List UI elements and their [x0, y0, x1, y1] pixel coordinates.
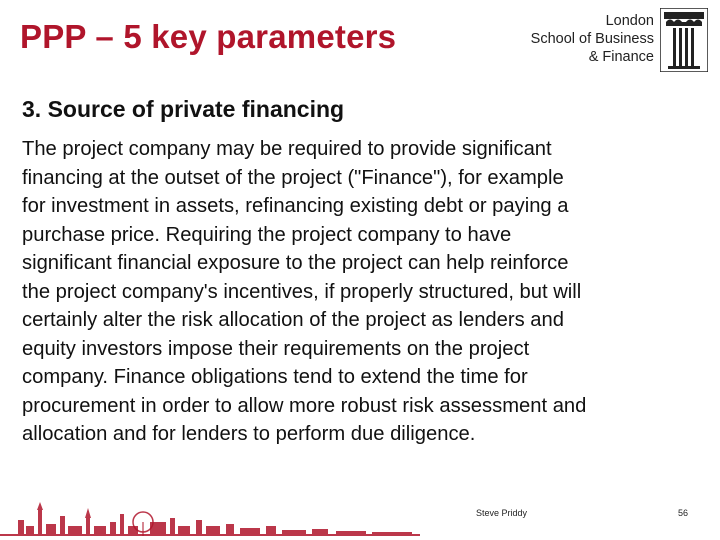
- logo-line-1: London: [605, 13, 654, 29]
- section-heading: 3. Source of private financing: [22, 96, 345, 122]
- body-line: purchase price. Requiring the project company to have: [22, 223, 512, 246]
- logo-line-3: & Finance: [588, 49, 654, 65]
- body-line: financing at the outset of the project ("Finance"), for example: [22, 166, 564, 189]
- slide-title: PPP – 5 key parameters: [20, 18, 397, 55]
- body-line: significant financial exposure to the project can help reinforce: [22, 252, 569, 274]
- body-line: the project company's incentives, if properly structured, but will: [22, 280, 582, 303]
- body-line: certainly alter the risk allocation of the project as lenders and: [22, 309, 564, 331]
- body-line: equity investors impose their requirements on the project: [22, 337, 530, 360]
- column-emblem-icon: [660, 8, 708, 72]
- page-number: 56: [678, 508, 689, 518]
- body-line: procurement in order to allow more robust risk assessment and: [22, 394, 587, 417]
- footer-author: Steve Priddy: [476, 508, 528, 518]
- body-line: The project company may be required to provide significant: [22, 138, 552, 160]
- body-line: company. Finance obligations tend to extend the time for: [22, 366, 528, 388]
- logo-text: [531, 12, 654, 66]
- london-skyline-graphic: [0, 496, 420, 540]
- school-logo: [500, 8, 712, 74]
- body-paragraph: [22, 135, 702, 449]
- body-line: allocation and for lenders to perform due diligence.: [22, 423, 476, 445]
- body-line: for investment in assets, refinancing existing debt or paying a: [22, 195, 569, 217]
- logo-line-2: School of Business: [530, 31, 654, 47]
